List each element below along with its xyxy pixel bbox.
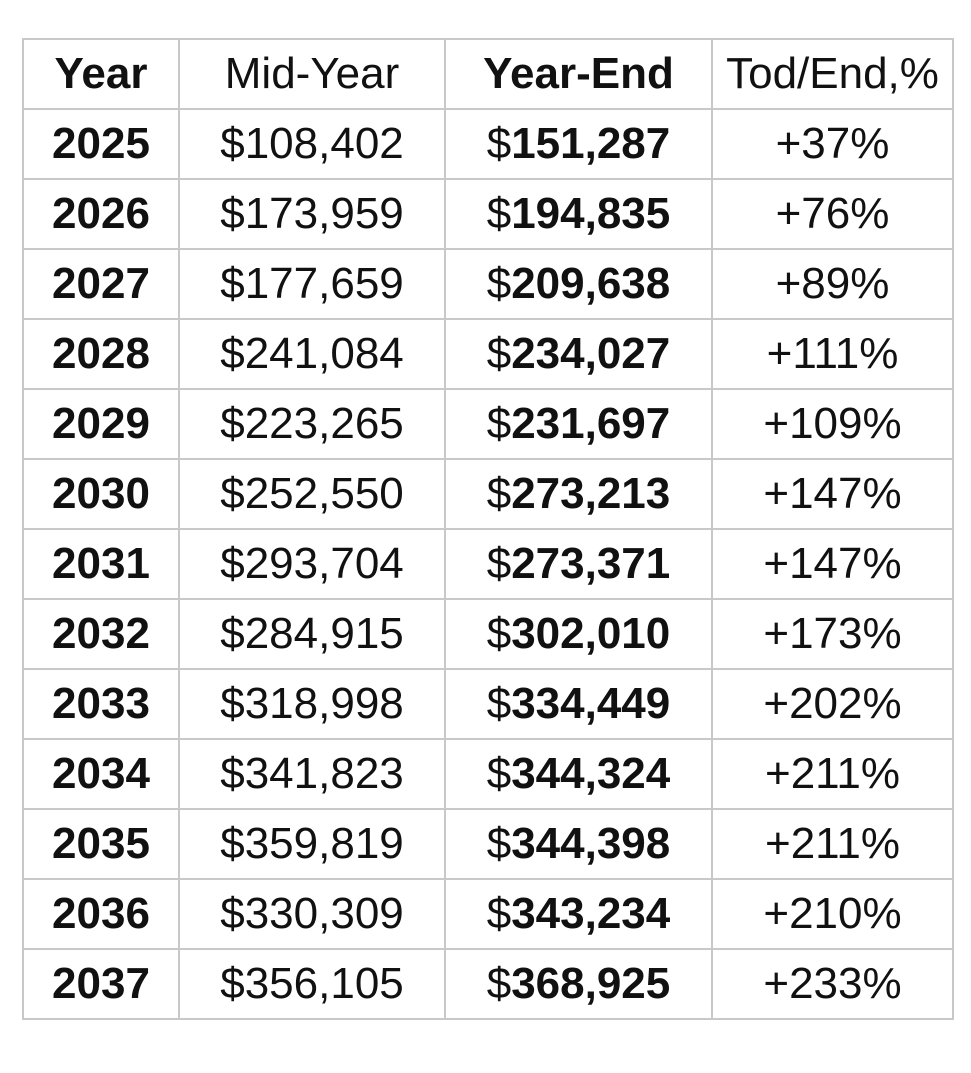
cell-mid-year: $173,959 — [179, 179, 445, 249]
year-end-amount: 344,398 — [511, 819, 671, 868]
cell-mid-year: $252,550 — [179, 459, 445, 529]
cell-year-end — [445, 109, 712, 179]
cell-tod-end: +202% — [712, 669, 953, 739]
table-row — [23, 809, 953, 879]
table-header — [23, 39, 953, 109]
year-end-amount: 302,010 — [511, 609, 671, 658]
cell-year: 2035 — [23, 809, 179, 879]
currency-symbol: $ — [486, 189, 512, 238]
table-body — [23, 109, 953, 1019]
year-end-amount: 334,449 — [511, 679, 671, 728]
cell-mid-year: $318,998 — [179, 669, 445, 739]
cell-tod-end: +211% — [712, 809, 953, 879]
cell-tod-end: +109% — [712, 389, 953, 459]
currency-symbol: $ — [486, 119, 512, 168]
cell-year: 2027 — [23, 249, 179, 319]
table-row — [23, 249, 953, 319]
table-row — [23, 949, 953, 1019]
cell-mid-year: $330,309 — [179, 879, 445, 949]
cell-year-end — [445, 739, 712, 809]
cell-tod-end: +89% — [712, 249, 953, 319]
header-row — [23, 39, 953, 109]
header-mid-year: Mid-Year — [179, 39, 445, 109]
year-end-amount: 273,371 — [511, 539, 671, 588]
table-row — [23, 179, 953, 249]
cell-year: 2034 — [23, 739, 179, 809]
cell-year: 2037 — [23, 949, 179, 1019]
currency-symbol: $ — [486, 469, 512, 518]
year-end-amount: 343,234 — [511, 889, 671, 938]
cell-year-end — [445, 599, 712, 669]
currency-symbol: $ — [486, 539, 512, 588]
cell-year-end — [445, 389, 712, 459]
cell-tod-end: +147% — [712, 529, 953, 599]
currency-symbol: $ — [486, 819, 512, 868]
year-end-amount: 368,925 — [511, 959, 671, 1008]
cell-tod-end: +233% — [712, 949, 953, 1019]
year-end-amount: 209,638 — [511, 259, 671, 308]
currency-symbol: $ — [486, 329, 512, 378]
cell-year: 2032 — [23, 599, 179, 669]
table-row — [23, 669, 953, 739]
cell-tod-end: +210% — [712, 879, 953, 949]
cell-mid-year: $359,819 — [179, 809, 445, 879]
cell-year-end — [445, 319, 712, 389]
cell-year: 2026 — [23, 179, 179, 249]
price-forecast-table — [22, 38, 954, 1020]
cell-mid-year: $341,823 — [179, 739, 445, 809]
cell-year: 2033 — [23, 669, 179, 739]
cell-tod-end: +211% — [712, 739, 953, 809]
table-row — [23, 319, 953, 389]
currency-symbol: $ — [486, 259, 512, 308]
header-year: Year — [23, 39, 179, 109]
cell-year: 2028 — [23, 319, 179, 389]
cell-tod-end: +173% — [712, 599, 953, 669]
year-end-amount: 151,287 — [511, 119, 671, 168]
currency-symbol: $ — [486, 399, 512, 448]
cell-mid-year: $241,084 — [179, 319, 445, 389]
cell-mid-year: $293,704 — [179, 529, 445, 599]
cell-year-end — [445, 879, 712, 949]
cell-year: 2030 — [23, 459, 179, 529]
cell-year-end — [445, 529, 712, 599]
cell-mid-year: $284,915 — [179, 599, 445, 669]
cell-mid-year: $177,659 — [179, 249, 445, 319]
table-row — [23, 389, 953, 459]
cell-tod-end: +111% — [712, 319, 953, 389]
year-end-amount: 344,324 — [511, 749, 671, 798]
year-end-amount: 231,697 — [511, 399, 671, 448]
year-end-amount: 194,835 — [511, 189, 671, 238]
currency-symbol: $ — [486, 749, 512, 798]
cell-year-end — [445, 809, 712, 879]
table-row — [23, 739, 953, 809]
currency-symbol: $ — [486, 959, 512, 1008]
table-row — [23, 599, 953, 669]
year-end-amount: 273,213 — [511, 469, 671, 518]
cell-year-end — [445, 179, 712, 249]
table-row — [23, 879, 953, 949]
table-row — [23, 529, 953, 599]
cell-year: 2029 — [23, 389, 179, 459]
cell-mid-year: $223,265 — [179, 389, 445, 459]
table-row — [23, 459, 953, 529]
header-year-end: Year-End — [445, 39, 712, 109]
year-end-amount: 234,027 — [511, 329, 671, 378]
cell-year: 2031 — [23, 529, 179, 599]
cell-year-end — [445, 249, 712, 319]
cell-tod-end: +76% — [712, 179, 953, 249]
cell-mid-year: $108,402 — [179, 109, 445, 179]
currency-symbol: $ — [486, 889, 512, 938]
currency-symbol: $ — [486, 679, 512, 728]
cell-tod-end: +147% — [712, 459, 953, 529]
cell-year: 2025 — [23, 109, 179, 179]
cell-year-end — [445, 949, 712, 1019]
cell-tod-end: +37% — [712, 109, 953, 179]
cell-mid-year: $356,105 — [179, 949, 445, 1019]
cell-year-end — [445, 669, 712, 739]
cell-year-end — [445, 459, 712, 529]
cell-year: 2036 — [23, 879, 179, 949]
header-tod-end: Tod/End,% — [712, 39, 953, 109]
currency-symbol: $ — [486, 609, 512, 658]
table-row — [23, 109, 953, 179]
